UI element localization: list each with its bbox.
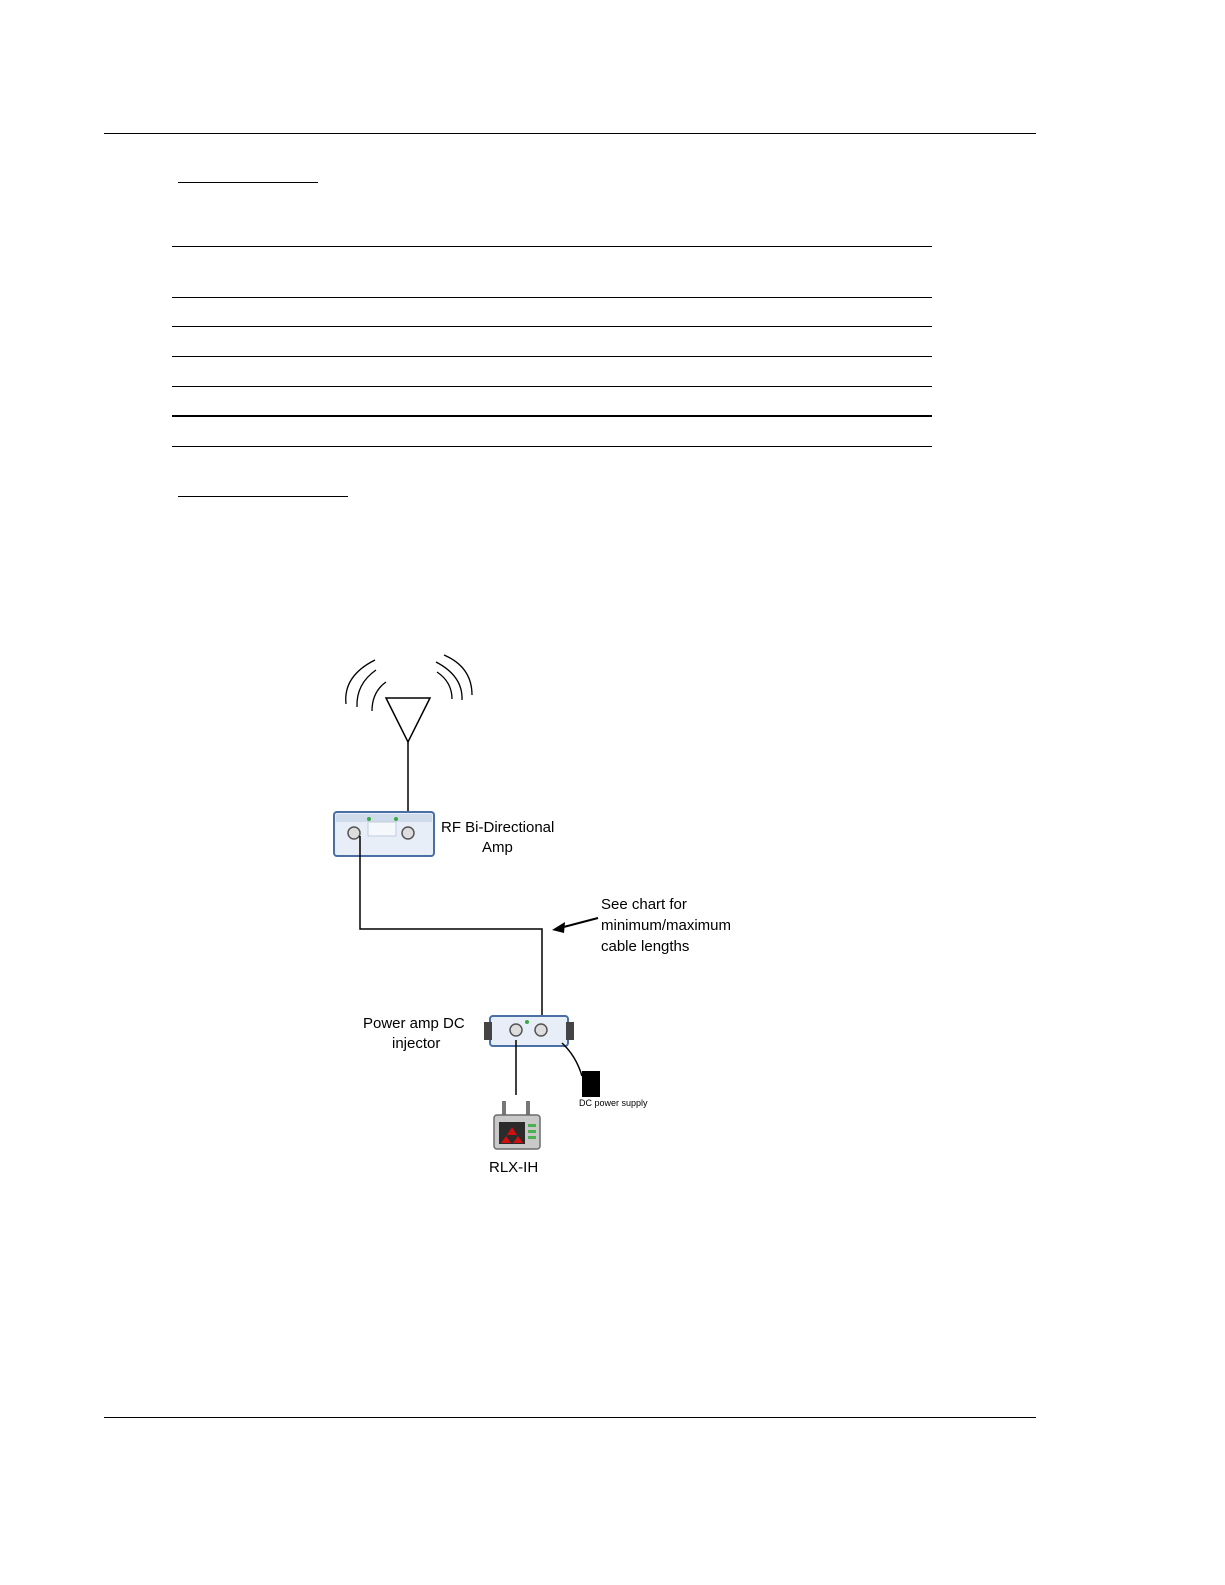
power-supply-label: DC power supply [579, 1098, 648, 1108]
cable-note [601, 896, 735, 955]
cable-note-line-1: See chart for [601, 896, 687, 913]
dc-power-supply-icon [582, 1071, 600, 1097]
cable-note-line-3: cable lengths [601, 938, 690, 955]
injector-label-line-2: injector [392, 1035, 441, 1052]
rlx-ih-radio-icon [494, 1101, 540, 1149]
injector-label [363, 1015, 469, 1052]
antenna-icon [346, 655, 472, 825]
power-cable [562, 1043, 582, 1076]
callout-arrow-icon [552, 918, 598, 933]
coax-cable [360, 836, 542, 1020]
amp-label-line-2: Amp [482, 839, 513, 856]
cable-note-line-2: minimum/maximum [601, 917, 732, 934]
rf-amplifier-device [334, 812, 434, 856]
injector-label-line-1: Power amp DC [363, 1015, 465, 1032]
radio-label: RLX-IH [489, 1159, 539, 1176]
amp-label-line-1: RF Bi-Directional [441, 819, 555, 836]
amp-label [441, 819, 559, 856]
dc-injector-device [484, 1016, 574, 1046]
